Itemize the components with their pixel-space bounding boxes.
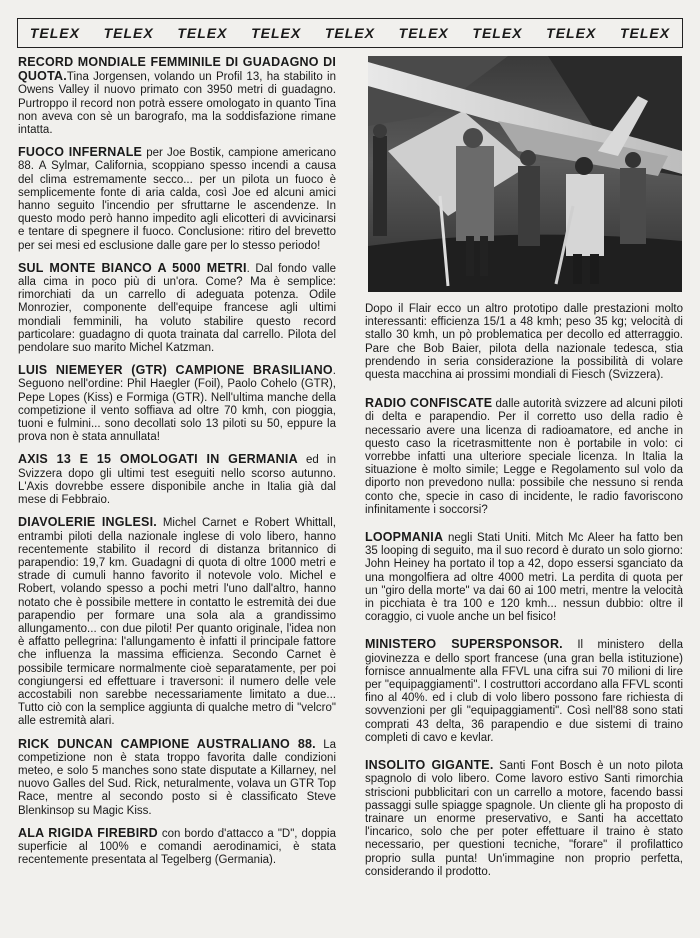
news-headline: SUL MONTE BIANCO A 5000 METRI <box>18 260 247 275</box>
news-headline: LOOPMANIA <box>365 530 444 545</box>
news-headline: AXIS 13 E 15 OMOLOGATI IN GERMANIA <box>18 452 298 467</box>
news-headline: DIAVOLERIE INGLESI. <box>18 515 157 530</box>
news-item <box>365 638 683 745</box>
news-text: ed in Svizzera dopo gli ultimi test eseguiti nello scorso autunno. L'Axis dovrebbe essere disponibile anche in Italia già dal mese di Febbraio. <box>18 454 336 507</box>
glider-photo <box>368 56 682 292</box>
banner-word: TELEX <box>251 25 302 41</box>
news-text: per Joe Bostik, campione americano 88. A Sylmar, California, scoppiano spesso incendi a causa del clima estremamente secco... per un pilota un fuoco è semplicemente fonte di aria calda, così Joe ed alcuni amici hanno seguito l'incendio per sfruttarne le ascendenze. In questo modo però hanno impedito agli elicotteri di avvicinarsi e tentare di spegnere il fuoco. Conclusione: ritiro del brevetto per sei mesi ed esclusione dalle gare per lo stesso periodo! <box>18 147 336 252</box>
left-column <box>18 56 336 876</box>
news-headline: RICK DUNCAN CAMPIONE AUSTRALIANO 88. <box>18 736 316 751</box>
news-item <box>18 827 336 868</box>
news-text: . Dal fondo valle alla cima in poco più di un'ora. Come? Ma è semplice: rimorchiati da un carrello di adeguata potenza. Odile Monrozier, componente dell'equipe francese agli ultimi mondiali femminili, ha voluto stabilire questo record particolare: guadagno di quota trainata dal carrello. Pilota del pendolare suo marito Michel Katzman. <box>18 262 337 355</box>
news-item <box>18 364 336 444</box>
news-item <box>18 56 336 137</box>
news-item <box>365 397 683 517</box>
news-text: con bordo d'attacco a "D", doppia superficie al 100% e comandi aerodinamici, è stata recentemente presentata al Tegelberg (Germania). <box>18 827 336 867</box>
right-column <box>365 303 683 888</box>
news-text: negli Stati Uniti. Mitch Mc Aleer ha fatto ben 35 looping di seguito, ma il suo record è durato un solo giorno: John Heiney ha portato il top a 42, dopo essersi sganciato da una mongolfiera ad oltre 4000 metri. La perdita di quota per un "giro della morte" va dai 60 ai 100 metri, mentre la velocità in picchiata è tra 100 e 120 kmh... nessun dubbio: oltre il coraggio, ci vuole anche un bel fisico! <box>365 532 683 624</box>
news-item <box>18 453 336 507</box>
news-item <box>365 759 683 879</box>
news-item <box>18 516 336 728</box>
news-text: Il ministero della giovinezza e dello sport francese (una gran bella istituzione) fornisce annualmente alla FFVL una cifra sui 70 milioni di lire per "equipaggiamenti". I costruttori accordano alla FFVL sconti fino al 40%. ed i club di volo libero possono fare richiesta di sovvenzioni per gli "equipaggiamenti". Così nell'88 sono stati comprati 43 delta, 36 parapendio e due sistemi di traino completi di cavo e kevlar. <box>365 639 683 744</box>
telex-banner <box>17 18 683 48</box>
news-headline: ALA RIGIDA FIREBIRD <box>18 825 158 840</box>
news-text: . Seguono nell'ordine: Phil Haegler (Foil), Paolo Cohelo (GTR), Pepe Lopes (Kiss) e Formiga (GTR). Nell'ultima manche della competizione il vento soffiava ad oltre 70 kmh, con pioggia, tuoni e fulmini... sono decollati solo 13 piloti su 50, eppure la prova non è stata annullata! <box>18 365 336 444</box>
news-text: Tina Jorgensen, volando un Profil 13, ha stabilito in Owens Valley il nuovo primato con 3950 metri di guadagno. Purtroppo il record non potrà essere omologato in quanto Tina non aveva con sè un barografo, ma la soddisfazione rimane intatta. <box>18 71 336 137</box>
news-text: dalle autorità svizzere ad alcuni piloti di delta e parapendio. Per il corretto uso della radio è necessario avere una licenza di radioamatore, ed anche in questo caso la ricetrasmittente non è portabile in volo: ci vorrebbe infatti una ulteriore speciale licenza. In Italia la situazione è molto simile; Legge e Regolamento sul volo da diporto non prevedono nulla: possibile che nessuno si renda conto che, specie in caso di incidente, le radio favoriscono infinitamente i soccorsi? <box>365 398 683 516</box>
banner-word: TELEX <box>103 25 154 41</box>
news-item <box>18 146 336 253</box>
news-headline: LUIS NIEMEYER (GTR) CAMPIONE BRASILIANO <box>18 363 333 378</box>
banner-word: TELEX <box>324 25 375 41</box>
banner-word: TELEX <box>472 25 523 41</box>
news-headline: RECORD MONDIALE FEMMINILE DI GUADAGNO DI QUOTA. <box>18 55 336 84</box>
banner-word: TELEX <box>177 25 228 41</box>
banner-word: TELEX <box>546 25 597 41</box>
news-text: Michel Carnet e Robert Whittall, entrambi piloti della nazionale inglese di volo libero, hanno recentemente stabilito il record di distanza britannico di parapendio: 19,7 km. Guadagni di quota di oltre 1000 metri e strade di cumuli hanno favorito il notevole volo. Michel e Robert, volando spesso a pochi metri l'uno dall'altro, hanno notato che è possibile mettere in contatto le estremità dei due parapendio per formare una sola ala a grandissimo allungamento... con due piloti! Per quanto originale, l'idea non è affatto pellegrina: l'allungamento è infatti il principale fattore che influenza la massima efficienza. Secondo Carnet è possibile termicare normalmente cioè separatamente, per poi congiungersi ed effettuare i traversoni: il numero delle vele accostabili non sarebbe necessariamente limitato a due... Tutto ciò con la semplice aggiunta di qualche metro di "velcro" alle estremità alari. <box>18 517 336 728</box>
banner-word: TELEX <box>398 25 449 41</box>
photo-caption: Dopo il Flair ecco un altro prototipo dalle prestazioni molto interessanti: efficienza 15/1 a 48 kmh; peso 35 kg; velocità di stallo 30 kmh, un pò problematica per decollo ed atterraggio. Pare che Bob Baier, pilota della nazionale tedesca, stia prendendo in seria considerazione la possibilità di volare questa macchina ai prossimi mondiali di Fiesch (Svizzera). <box>365 303 683 382</box>
news-headline: INSOLITO GIGANTE. <box>365 758 494 773</box>
news-item <box>18 738 336 818</box>
banner-word: TELEX <box>29 25 80 41</box>
news-headline: MINISTERO SUPERSPONSOR. <box>365 637 563 652</box>
news-headline: FUOCO INFERNALE <box>18 145 143 160</box>
news-item <box>365 531 683 624</box>
news-item <box>18 262 336 355</box>
banner-word: TELEX <box>619 25 671 41</box>
news-text: Santi Font Bosch è un noto pilota spagnolo di volo libero. Come lavoro estivo Santi rimorchia striscioni pubblicitari con un carrello a motore, facendo bassi passaggi sulle spiagge spagnole. Un cliente gli ha proposto di trainare un enorme preservativo, e Santi ha accettato l'incarico, solo che per poter effettuare il traino è stato necessario, per questioni tecniche, "forare" il profilattico proprio sulla punta! Un'immagine non proprio perfetta, considerando il prodotto. <box>365 760 683 878</box>
news-text: La competizione non è stata troppo favorita dalle condizioni meteo, e solo 5 manches sono state disputate a Killarney, nel nuovo Galles del Sud. Rick, neturalmente, volava un GTR Top Race, mentre al secondo posto si è classificato Steve Blenkinsop su Magic Kiss. <box>18 738 336 817</box>
news-headline: RADIO CONFISCATE <box>365 396 493 411</box>
glider-photo-image <box>368 56 682 292</box>
